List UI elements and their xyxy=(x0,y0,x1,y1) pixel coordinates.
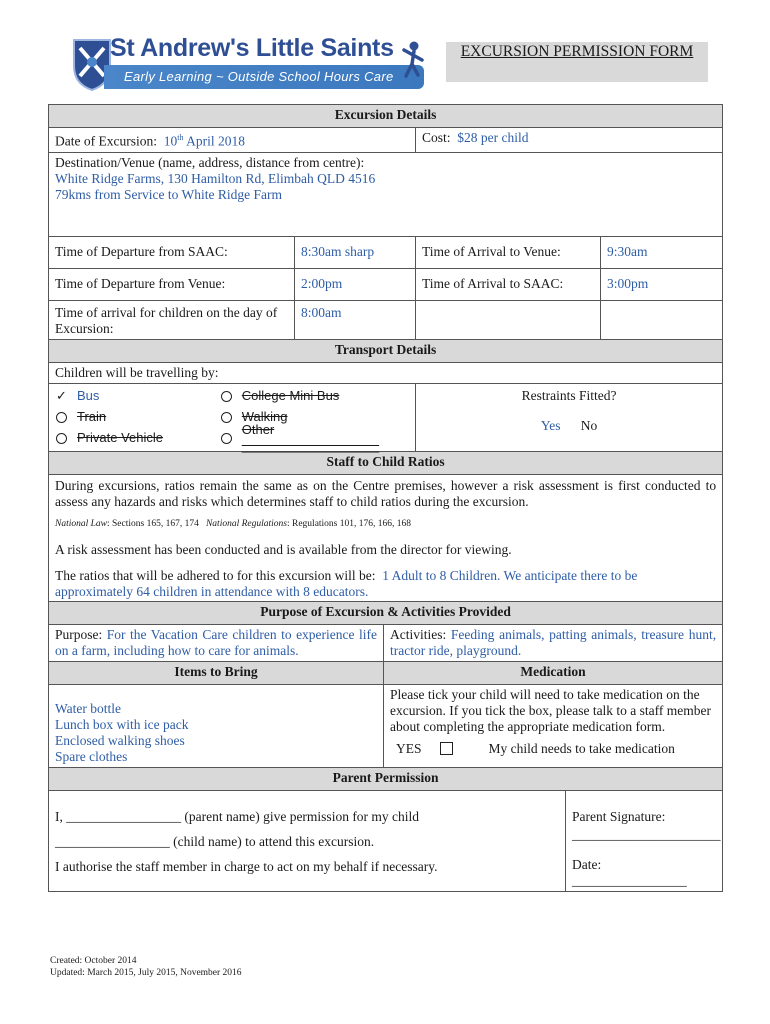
legislation-reference: National Law: Sections 165, 167, 174 National Regulations: Regulations 101, 176, 166, 168 xyxy=(55,518,412,529)
radio-circle-icon xyxy=(56,412,67,423)
transport-option-other[interactable]: Other ___________________ xyxy=(221,428,415,449)
logo xyxy=(70,32,426,94)
date-of-excursion: Date of Excursion: 10th April 2018 xyxy=(49,128,416,153)
logo-title: St Andrew's Little Saints xyxy=(110,34,394,62)
list-item: Lunch box with ice pack xyxy=(55,716,189,732)
section-excursion-details: Excursion Details xyxy=(49,105,723,128)
depart-saac-label: Time of Departure from SAAC: xyxy=(49,236,295,268)
section-purpose-activities: Purpose of Excursion & Activities Provided xyxy=(49,601,723,624)
ratio-statement: The ratios that will be adhered to for this excursion will be: 1 Adult to 8 Children. We anticipate there to be approximately 64 children in attendance with 8 educators. xyxy=(55,567,638,599)
children-arrival-value: 8:00am xyxy=(295,300,416,339)
depart-venue-value: 2:00pm xyxy=(295,268,416,300)
depart-venue-label: Time of Departure from Venue: xyxy=(49,268,295,300)
radio-circle-icon xyxy=(56,433,67,444)
children-arrival-label: Time of arrival for children on the day of Excursion: xyxy=(49,300,295,339)
section-staff-ratios: Staff to Child Ratios xyxy=(49,451,723,474)
restraints: Restraints Fitted? Yes No xyxy=(416,383,723,451)
child-figure-icon xyxy=(398,40,426,80)
section-transport-details: Transport Details xyxy=(49,339,723,362)
risk-assessment-text: A risk assessment has been conducted and is available from the director for viewing. xyxy=(55,541,512,557)
radio-circle-icon xyxy=(221,391,232,402)
medication-checkbox[interactable] xyxy=(440,742,453,755)
purpose: Purpose: For the Vacation Care children to experience life on a farm, including how to care for animals. xyxy=(49,624,384,661)
radio-circle-icon xyxy=(221,433,232,444)
depart-saac-value: 8:30am sharp xyxy=(295,236,416,268)
arrive-saac-value: 3:00pm xyxy=(601,268,723,300)
signature-block xyxy=(566,790,723,891)
items-list xyxy=(49,684,384,767)
list-item: Enclosed walking shoes xyxy=(55,732,185,748)
date-field[interactable]: Date: _________________ xyxy=(572,856,687,888)
excursion-form xyxy=(48,104,723,892)
travelling-label: Children will be travelling by: xyxy=(49,362,723,383)
medication-body: Please tick your child will need to take medication on the excursion. If you tick the box, please talk to a staff member about completing the appropriate medication form. YES My child needs to take medication xyxy=(384,684,723,767)
parent-signature-field[interactable]: ______________________ xyxy=(572,826,721,842)
arrive-venue-label: Time of Arrival to Venue: xyxy=(416,236,601,268)
transport-option-bus[interactable]: ✓ Bus xyxy=(56,388,100,403)
transport-option-college-mini-bus[interactable]: College Mini Bus xyxy=(221,386,415,407)
checkmark-icon: ✓ xyxy=(56,388,67,403)
destination-distance: 79kms from Service to White Ridge Farm xyxy=(55,186,282,202)
footer xyxy=(50,955,242,979)
ratios-body xyxy=(49,474,723,601)
transport-option-private-vehicle[interactable]: Private Vehicle xyxy=(56,428,221,449)
transport-options xyxy=(49,383,416,451)
form-title: EXCURSION PERMISSION FORM xyxy=(446,42,708,82)
radio-circle-icon xyxy=(221,412,232,423)
activities: Activities: Feeding animals, patting animals, treasure hunt, tractor ride, playground. xyxy=(384,624,723,661)
permission-statement: I, _________________ (parent name) give permission for my child _________________ (child name) to attend this excursion. I authorise the staff member in charge to act on my behalf if necessary. xyxy=(49,790,566,891)
transport-option-train[interactable]: Train xyxy=(56,407,221,428)
destination: Destination/Venue (name, address, distance from centre): White Ridge Farms, 130 Hamilton Rd, Elimbah QLD 4516 79kms from Service to White Ridge Farm xyxy=(49,152,723,236)
ratios-paragraph: During excursions, ratios remain the same as on the Centre premises, however a risk assessment is first conducted to assess any hazards and risks which determines staff to child ratios during the excursion. xyxy=(55,477,717,509)
list-item: Water bottle xyxy=(55,700,122,716)
updated-date: Updated: March 2015, July 2015, November 2016 xyxy=(50,968,242,978)
destination-address: White Ridge Farms, 130 Hamilton Rd, Elimbah QLD 4516 xyxy=(55,170,376,186)
transport-option-walking[interactable]: Walking xyxy=(221,407,415,428)
section-parent-permission: Parent Permission xyxy=(49,767,723,790)
list-item: Spare clothes xyxy=(55,748,128,764)
medication-text: Please tick your child will need to take medication on the excursion. If you tick the box, please talk to a staff member about completing the appropriate medication form. xyxy=(390,686,712,734)
section-medication: Medication xyxy=(384,661,723,684)
section-items-to-bring: Items to Bring xyxy=(49,661,384,684)
arrive-venue-value: 9:30am xyxy=(601,236,723,268)
logo-tagline: Early Learning ~ Outside School Hours Care xyxy=(124,69,394,84)
created-date: Created: October 2014 xyxy=(50,956,137,966)
restraints-no[interactable]: No xyxy=(580,417,598,433)
restraints-yes[interactable]: Yes xyxy=(540,417,561,433)
parent-signature-label: Parent Signature: xyxy=(572,808,666,824)
arrive-saac-label: Time of Arrival to SAAC: xyxy=(416,268,601,300)
cost: Cost: $28 per child xyxy=(416,128,723,153)
